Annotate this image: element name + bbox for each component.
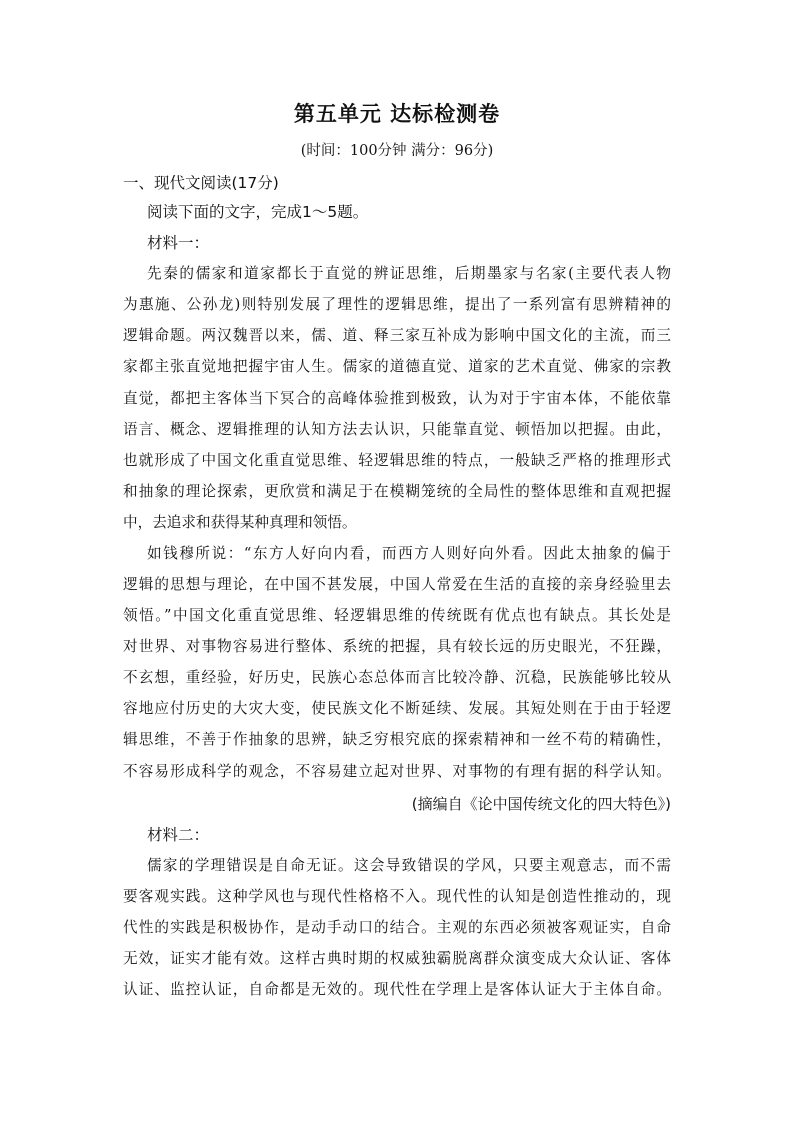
page-title: 第五单元 达标检测卷 (293, 102, 501, 126)
m1-p2-line: 不玄想，重经验，好历史，民族心态总体而言比较冷静、沉稳，民族能够比较从 (123, 669, 671, 686)
m2-p1-line: 要客观实践。这种学风也与现代性格格不入。现代性的认知是创造性推动的，现 (123, 888, 671, 905)
m1-p2-line: 辑思维，不善于作抽象的思辨，缺乏穷根究底的探索精神和一丝不苟的精确性， (123, 731, 671, 748)
m1-p1-line: 语言、概念、逻辑推理的认知方法去认识，只能靠直觉、顿悟加以把握。由此， (123, 421, 671, 438)
m1-p1-line: 直觉，都把主客体当下冥合的高峰体验推到极致，认为对于宇宙本体，不能依靠 (123, 390, 671, 407)
m1-p2-line: 不容易形成科学的观念，不容易建立起对世界、对事物的有理有据的科学认知。 (123, 763, 671, 780)
instruction: 阅读下面的文字，完成1～5题。 (147, 203, 369, 221)
m2-p1-line: 无效，证实才能有效。这样古典时期的权威独霸脱离群众演变成大众认证、客体 (123, 950, 671, 967)
m1-p2-line: 如钱穆所说：“东方人好向内看，而西方人则好向外看。因此太抽象的偏于 (147, 545, 671, 562)
m1-p2-line: 容地应付历史的大灾大变，使民族文化不断延续、发展。其短处则在于由于轻逻 (123, 700, 671, 717)
m1-p1-line: 为惠施、公孙龙)则特别发展了理性的逻辑思维，提出了一系列富有思辨精神的 (123, 296, 671, 313)
m2-p1-line: 代性的实践是积极协作，是动手动口的结合。主观的东西必须被客观证实，自命 (123, 919, 671, 936)
material2-label: 材料二： (147, 826, 210, 844)
m2-p1-line: 认证、监控认证，自命都是无效的。现代性在学理上是客体认证大于主体自命。 (123, 981, 671, 998)
m1-p2-line: 逻辑的思想与理论，在中国不甚发展，中国人常爱在生活的直接的亲身经验里去 (123, 576, 671, 593)
m1-p1-line: 也就形成了中国文化重直觉思维、轻逻辑思维的特点，一般缺乏严格的推理形式 (123, 452, 671, 469)
exam-info: (时间：100分钟 满分：96分) (300, 143, 494, 159)
m1-p1-line: 家都主张直觉地把握宇宙人生。儒家的道德直觉、道家的艺术直觉、佛家的宗教 (123, 358, 671, 375)
source-citation: (摘编自《论中国传统文化的四大特色》) (411, 795, 671, 813)
m1-p2-line: 领悟。”中国文化重直觉思维、轻逻辑思维的传统既有优点也有缺点。其长处是 (123, 607, 671, 624)
m1-p1-line: 和抽象的理论探索，更欣赏和满足于在模糊笼统的全局性的整体思维和直观把握 (123, 483, 671, 500)
material1-label: 材料一： (147, 234, 210, 252)
m1-p2-line: 对世界、对事物容易进行整体、系统的把握，具有较长远的历史眼光，不狂躁， (123, 638, 671, 655)
m1-p1-line: 逻辑命题。两汉魏晋以来，儒、道、释三家互补成为影响中国文化的主流，而三 (123, 327, 671, 344)
m2-p1-line: 儒家的学理错误是自命无证。这会导致错误的学风，只要主观意志，而不需 (147, 857, 671, 874)
section-heading: 一、现代文阅读(17分) (123, 174, 279, 192)
m1-p1-line: 先秦的儒家和道家都长于直觉的辨证思维，后期墨家与名家(主要代表人物 (147, 265, 671, 282)
m1-p1-line: 中，去追求和获得某种真理和领悟。 (123, 514, 357, 531)
